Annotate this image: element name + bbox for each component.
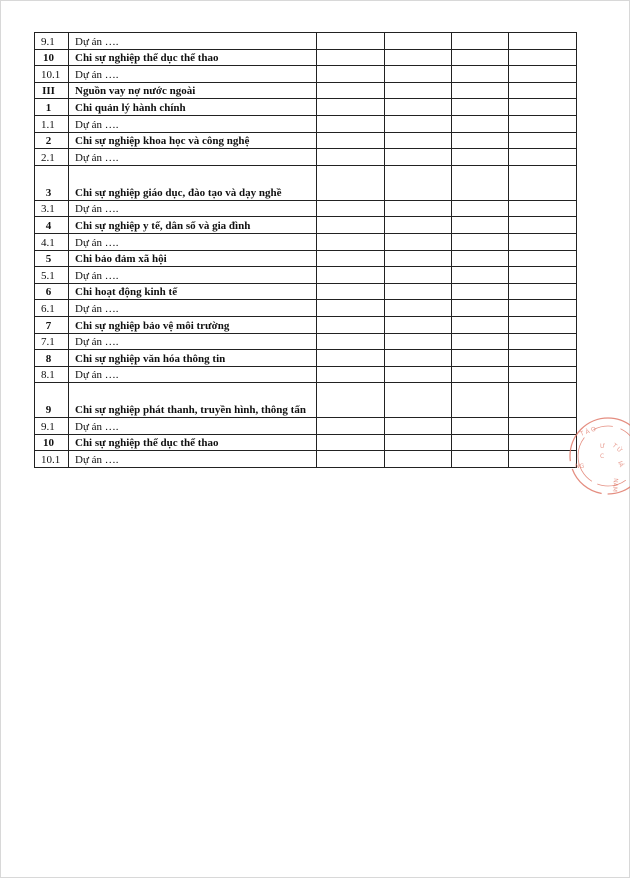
value-cell: [385, 49, 452, 66]
value-cell: [509, 217, 577, 234]
row-number: 3.1: [35, 200, 69, 217]
row-number: 2.1: [35, 149, 69, 166]
row-number: 4.1: [35, 233, 69, 250]
row-description: Chi sự nghiệp bảo vệ môi trường: [69, 316, 317, 333]
value-cell: [385, 200, 452, 217]
svg-text:C: C: [600, 453, 605, 460]
table-row: [35, 82, 577, 99]
row-description: Dự án ….: [69, 267, 317, 284]
table-row: [35, 366, 577, 383]
value-cell: [452, 250, 509, 267]
table-row: [35, 267, 577, 284]
row-description: Nguồn vay nợ nước ngoài: [69, 82, 317, 99]
table-row: [35, 434, 577, 451]
row-description: Dự án ….: [69, 33, 317, 50]
value-cell: [452, 217, 509, 234]
svg-text:NAM: NAM: [610, 477, 619, 493]
table-row: [35, 233, 577, 250]
row-description: Chi hoạt động kinh tế: [69, 283, 317, 300]
value-cell: [317, 418, 385, 435]
value-cell: [509, 283, 577, 300]
value-cell: [452, 233, 509, 250]
value-cell: [317, 132, 385, 149]
row-number: 8.1: [35, 366, 69, 383]
row-description: Dự án ….: [69, 366, 317, 383]
table-row: [35, 132, 577, 149]
value-cell: [317, 66, 385, 83]
value-cell: [385, 99, 452, 116]
svg-text:T À O: T À O: [579, 425, 598, 438]
value-cell: [509, 233, 577, 250]
row-number: 6: [35, 283, 69, 300]
value-cell: [509, 200, 577, 217]
table-row: [35, 200, 577, 217]
value-cell: [509, 132, 577, 149]
table-row: [35, 250, 577, 267]
value-cell: [385, 33, 452, 50]
value-cell: [509, 33, 577, 50]
table-row: [35, 149, 577, 166]
value-cell: [385, 451, 452, 468]
value-cell: [452, 165, 509, 200]
row-description: Dự án ….: [69, 333, 317, 350]
value-cell: [385, 66, 452, 83]
table-row: [35, 350, 577, 367]
value-cell: [317, 217, 385, 234]
row-number: 7.1: [35, 333, 69, 350]
row-description: Chi sự nghiệp giáo dục, đào tạo và dạy nghề: [69, 165, 317, 200]
value-cell: [385, 250, 452, 267]
table-row: [35, 165, 577, 200]
row-description: Dự án ….: [69, 115, 317, 132]
row-description: Chi bảo đảm xã hội: [69, 250, 317, 267]
value-cell: [385, 366, 452, 383]
row-number: 10: [35, 49, 69, 66]
row-number: 5: [35, 250, 69, 267]
svg-text:Ư: Ư: [600, 443, 606, 450]
row-number: 7: [35, 316, 69, 333]
value-cell: [317, 233, 385, 250]
value-cell: [509, 82, 577, 99]
table-body: [35, 33, 577, 468]
value-cell: [452, 283, 509, 300]
row-number: 9.1: [35, 33, 69, 50]
value-cell: [509, 99, 577, 116]
row-description: Dự án ….: [69, 451, 317, 468]
value-cell: [317, 350, 385, 367]
row-description: Dự án ….: [69, 300, 317, 317]
svg-text:T Ử: T Ử: [610, 442, 624, 455]
value-cell: [317, 366, 385, 383]
table-row: [35, 49, 577, 66]
value-cell: [385, 165, 452, 200]
table-row: [35, 300, 577, 317]
red-seal-stamp: [566, 412, 630, 496]
value-cell: [452, 366, 509, 383]
value-cell: [452, 434, 509, 451]
row-description: Chi sự nghiệp phát thanh, truyền hình, thông tấn: [69, 383, 317, 418]
value-cell: [385, 350, 452, 367]
value-cell: [385, 149, 452, 166]
row-number: 2: [35, 132, 69, 149]
value-cell: [385, 82, 452, 99]
value-cell: [385, 434, 452, 451]
value-cell: [509, 115, 577, 132]
value-cell: [385, 418, 452, 435]
row-description: Chi quản lý hành chính: [69, 99, 317, 116]
row-number: 10: [35, 434, 69, 451]
row-description: Dự án ….: [69, 200, 317, 217]
value-cell: [317, 99, 385, 116]
value-cell: [317, 149, 385, 166]
row-description: Dự án ….: [69, 149, 317, 166]
row-number: 9: [35, 383, 69, 418]
value-cell: [452, 267, 509, 284]
table-row: [35, 99, 577, 116]
value-cell: [317, 115, 385, 132]
row-number: 1: [35, 99, 69, 116]
row-number: 4: [35, 217, 69, 234]
value-cell: [452, 200, 509, 217]
table-row: [35, 316, 577, 333]
value-cell: [385, 115, 452, 132]
value-cell: [317, 250, 385, 267]
value-cell: [509, 300, 577, 317]
row-description: Chi sự nghiệp thể dục thể thao: [69, 434, 317, 451]
value-cell: [385, 316, 452, 333]
value-cell: [385, 300, 452, 317]
value-cell: [385, 383, 452, 418]
value-cell: [452, 451, 509, 468]
value-cell: [317, 283, 385, 300]
value-cell: [317, 200, 385, 217]
row-description: Chi sự nghiệp y tế, dân số và gia đình: [69, 217, 317, 234]
row-description: Dự án ….: [69, 233, 317, 250]
row-number: 3: [35, 165, 69, 200]
value-cell: [509, 267, 577, 284]
value-cell: [509, 316, 577, 333]
value-cell: [509, 66, 577, 83]
value-cell: [452, 115, 509, 132]
value-cell: [509, 149, 577, 166]
value-cell: [317, 165, 385, 200]
table-row: [35, 66, 577, 83]
value-cell: [385, 233, 452, 250]
value-cell: [317, 300, 385, 317]
value-cell: [452, 99, 509, 116]
row-description: Dự án ….: [69, 418, 317, 435]
value-cell: [452, 66, 509, 83]
row-number: 5.1: [35, 267, 69, 284]
value-cell: [452, 49, 509, 66]
value-cell: [509, 333, 577, 350]
row-description: Chi sự nghiệp thể dục thể thao: [69, 49, 317, 66]
value-cell: [385, 283, 452, 300]
svg-text:NG: NG: [575, 463, 585, 470]
value-cell: [452, 418, 509, 435]
table-row: [35, 451, 577, 468]
svg-text:IÁ: IÁ: [616, 460, 625, 469]
value-cell: [509, 250, 577, 267]
value-cell: [452, 149, 509, 166]
value-cell: [317, 451, 385, 468]
value-cell: [317, 82, 385, 99]
table-row: [35, 33, 577, 50]
value-cell: [452, 333, 509, 350]
row-number: III: [35, 82, 69, 99]
table-row: [35, 383, 577, 418]
table-row: [35, 333, 577, 350]
table-row: [35, 418, 577, 435]
table-row: [35, 283, 577, 300]
value-cell: [317, 33, 385, 50]
row-number: 10.1: [35, 66, 69, 83]
row-number: 10.1: [35, 451, 69, 468]
row-number: 8: [35, 350, 69, 367]
value-cell: [385, 333, 452, 350]
row-number: 1.1: [35, 115, 69, 132]
value-cell: [509, 165, 577, 200]
row-number: 6.1: [35, 300, 69, 317]
value-cell: [385, 267, 452, 284]
value-cell: [452, 300, 509, 317]
value-cell: [509, 366, 577, 383]
value-cell: [452, 350, 509, 367]
row-number: 9.1: [35, 418, 69, 435]
table-row: [35, 217, 577, 234]
row-description: Dự án ….: [69, 66, 317, 83]
value-cell: [452, 132, 509, 149]
value-cell: [317, 434, 385, 451]
value-cell: [452, 82, 509, 99]
value-cell: [452, 33, 509, 50]
row-description: Chi sự nghiệp văn hóa thông tin: [69, 350, 317, 367]
value-cell: [317, 316, 385, 333]
value-cell: [317, 383, 385, 418]
value-cell: [385, 132, 452, 149]
row-description: Chi sự nghiệp khoa học và công nghệ: [69, 132, 317, 149]
table-row: [35, 115, 577, 132]
value-cell: [385, 217, 452, 234]
value-cell: [452, 383, 509, 418]
budget-table: [34, 32, 577, 468]
value-cell: [452, 316, 509, 333]
value-cell: [509, 350, 577, 367]
value-cell: [509, 49, 577, 66]
value-cell: [317, 49, 385, 66]
value-cell: [317, 267, 385, 284]
value-cell: [317, 333, 385, 350]
